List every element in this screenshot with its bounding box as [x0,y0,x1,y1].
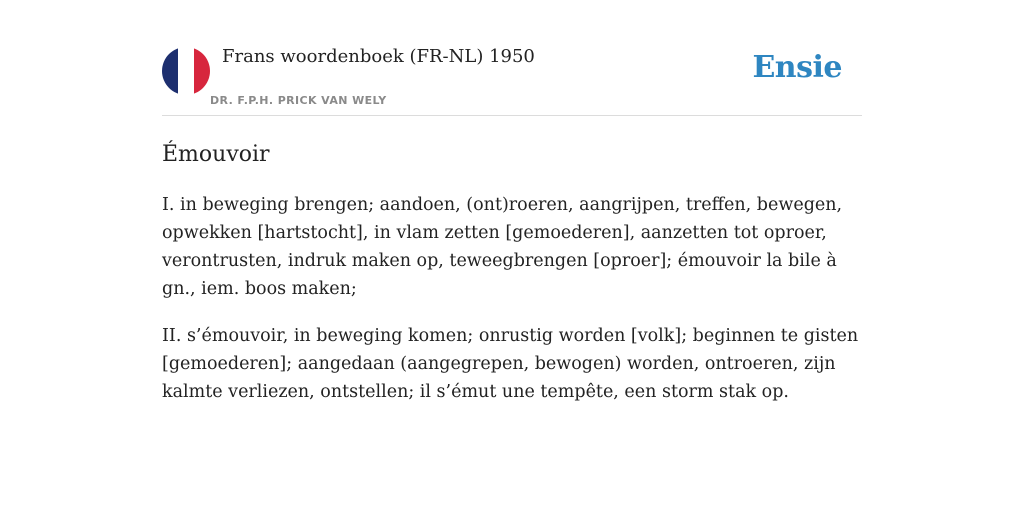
entry-card [162,40,862,406]
brand-logo-link[interactable]: Ensie [752,50,842,85]
flag-stripe-blue [162,47,178,95]
sense-1: I. in beweging brengen; aandoen, (ont)roeren, aangrijpen, treffen, bewegen, opwekken [hartstocht], in vlam zetten [gemoederen], aanzetten tot oproer, verontrusten, indruk maken op, teweegbrengen [oproer]; émouvoir la bile à gn., iem. boos maken; [162,195,843,299]
flag-stripe-white [178,47,194,95]
entry-headword: Émouvoir [162,142,270,167]
flag-france-icon [162,47,210,95]
dictionary-author: DR. F.P.H. PRICK VAN WELY [210,94,387,107]
flag-stripe-red [194,47,210,95]
entry-definition [162,191,862,406]
dictionary-title[interactable]: Frans woordenboek (FR-NL) 1950 [222,46,535,67]
dictionary-header [162,40,862,116]
sense-2: II. s’émouvoir, in beweging komen; onrustig worden [volk]; beginnen te gisten [gemoederen]; aangedaan (aangegrepen, bewogen) worden, ontroeren, zijn kalmte verliezen, ontstellen; il s’émut une tempête, een storm stak op. [162,326,859,402]
